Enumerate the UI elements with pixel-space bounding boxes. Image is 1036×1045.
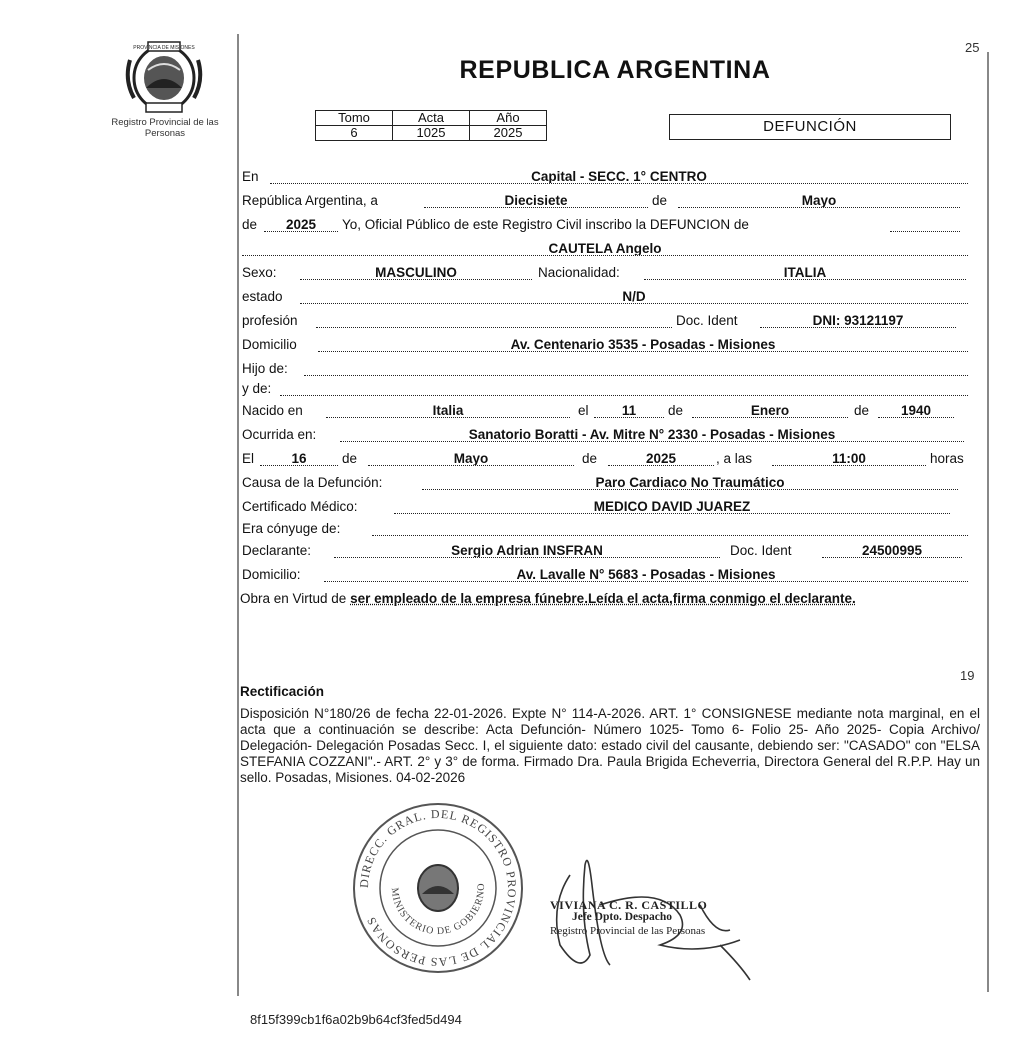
registry-label: Registro Provincial de las Personas [111,117,219,139]
conyuge-label: Era cónyuge de: [242,521,341,536]
row-certificado [242,498,970,516]
province-coat-of-arms-logo [118,40,210,114]
row-causa [242,474,970,492]
sexo-field: MASCULINO [300,264,532,280]
de-label: de [652,193,668,208]
nac-de-label: de [668,403,684,418]
row-profesion [242,312,970,330]
lugar-field: Capital - SECC. 1° CENTRO [270,168,968,184]
record-type-box: DEFUNCIÓN [669,114,951,140]
document-title: REPUBLICA ARGENTINA [459,56,771,84]
page-number-top: 25 [965,40,980,55]
stamp-name: VIVIANA C. R. CASTILLO [550,898,708,912]
y-de-field [280,380,968,396]
nacido-en-field: Italia [326,402,570,418]
horas-label: horas [930,451,964,466]
nacido-label: Nacido en [242,403,303,418]
anio-inscripcion-field: 2025 [264,216,338,232]
causa-label: Causa de la Defunción: [242,475,383,490]
nac-anio-field: 1940 [878,402,954,418]
row-conyuge [242,520,970,538]
rectificacion-title: Rectificación [240,684,325,699]
def-dia-field: 16 [260,450,338,466]
stamp-org: Registro Provincial de las Personas [550,925,706,937]
ocurrida-en-field: Sanatorio Boratti - Av. Mitre N° 2330 - Posadas - Misiones [340,426,964,442]
dia-texto-field: Diecisiete [424,192,648,208]
official-seal [352,802,524,974]
oficial-text: Yo, Oficial Público de este Registro Civil inscribo la DEFUNCION de [342,217,749,232]
row-declarante [242,542,970,560]
domicilio-label: Domicilio [242,337,297,352]
nac-de-label-2: de [854,403,870,418]
row-fallecido [242,240,970,258]
declarante-doc-label: Doc. Ident [730,543,792,558]
declarante-doc-field: 24500995 [822,542,962,558]
record-table [315,110,547,141]
seal-outer-text: DIRECC. GRAL. DEL REGISTRO PROVINCIAL DE LAS PERSONAS [356,806,520,970]
en-label: En [242,169,259,184]
el-label: el [578,403,589,418]
row-fecha-defuncion [242,450,970,468]
y-de-label: y de: [242,381,272,396]
stamp-title: Jefe Dpto. Despacho [572,911,672,923]
row-domicilio-declarante [242,566,970,584]
fallecido-field: CAUTELA Angelo [242,240,968,256]
certificado-label: Certificado Médico: [242,499,358,514]
row-lugar [242,168,970,186]
rectificacion-text: Disposición N°180/26 de fecha 22-01-2026. Expte N° 114-A-2026. ART. 1° CONSIGNESE mediante nota marginal, en el acta que a continuación se describe: Acta Defunción- Número 1025- Tomo 6- Folio 25- Año 2025- Copia Archivo/ Delegación- Delegación Posadas Secc. I, el siguiente dato: estado civil del causante, debiendo ser: "CASADO" con "ELSA STEFANIA COZZANI".- ART. 2° y 3° de forma. Firmado Dra. Paula Brigida Echeverria, Directora General del R.P.P. Hay un sello. Posadas, Misiones. 04-02-2026 [240,706,980,785]
a-las-label: , a las [716,451,753,466]
acta-value: 1025 [393,126,470,141]
ocurrida-label: Ocurrida en: [242,427,317,442]
causa-field: Paro Cardiaco No Traumático [422,474,958,490]
def-mes-field: Mayo [368,450,574,466]
declarante-label: Declarante: [242,543,312,558]
de-label-2: de [242,217,258,232]
document-hash: 8f15f399cb1f6a02b9b64cf3fed5d494 [250,1012,462,1027]
inscripcion-end-line [890,216,960,232]
logo-ring-text: PROVINCIA DE MISIONES [133,45,195,51]
obra-text: ser empleado de la empresa fúnebre.Leída el acta,firma conmigo el declarante. [350,591,856,606]
acta-header: Acta [393,111,470,126]
certificado-field: MEDICO DAVID JUAREZ [394,498,950,514]
mes-field: Mayo [678,192,960,208]
nac-mes-field: Enero [692,402,848,418]
nacionalidad-label: Nacionalidad: [538,265,620,280]
anio-header: Año [470,111,547,126]
republica-label: República Argentina, a [242,193,378,208]
row-fecha-inscripcion [242,192,970,210]
doc-ident-label: Doc. Ident [676,313,738,328]
row-domicilio [242,336,970,354]
seal-inner-text: MINISTERIO DE GOBIERNO [388,882,488,938]
nac-dia-field: 11 [594,402,664,418]
row-hijo-de [242,360,970,378]
sexo-label: Sexo: [242,265,277,280]
row-inscripcion [242,216,970,234]
row-ocurrida [242,426,970,444]
row-sexo [242,264,970,282]
hijo-de-field [304,360,968,376]
left-border-line [237,34,239,996]
row-y-de [242,380,970,398]
nacionalidad-field: ITALIA [644,264,966,280]
doc-ident-field: DNI: 93121197 [760,312,956,328]
domicilio-declarante-field: Av. Lavalle N° 5683 - Posadas - Misiones [324,566,968,582]
def-hora-field: 11:00 [772,450,926,466]
row-nacimiento [242,402,970,420]
estado-field: N/D [300,288,968,304]
anio-value: 2025 [470,126,547,141]
obra-label: Obra en Virtud de [240,591,347,606]
profesion-label: profesión [242,313,298,328]
domicilio2-label: Domicilio: [242,567,301,582]
tomo-value: 6 [316,126,393,141]
profesion-field [316,312,672,328]
def-anio-field: 2025 [608,450,714,466]
estado-label: estado [242,289,283,304]
declarante-field: Sergio Adrian INSFRAN [334,542,720,558]
hijo-de-label: Hijo de: [242,361,288,376]
right-border-line [987,52,989,992]
page-number-rectificacion: 19 [960,668,975,683]
def-de-label: de [342,451,358,466]
el-cap-label: El [242,451,255,466]
conyuge-field [372,520,968,536]
row-estado [242,288,970,306]
def-de-label-2: de [582,451,598,466]
tomo-header: Tomo [316,111,393,126]
domicilio-field: Av. Centenario 3535 - Posadas - Misiones [318,336,968,352]
obra-paragraph [240,590,980,608]
